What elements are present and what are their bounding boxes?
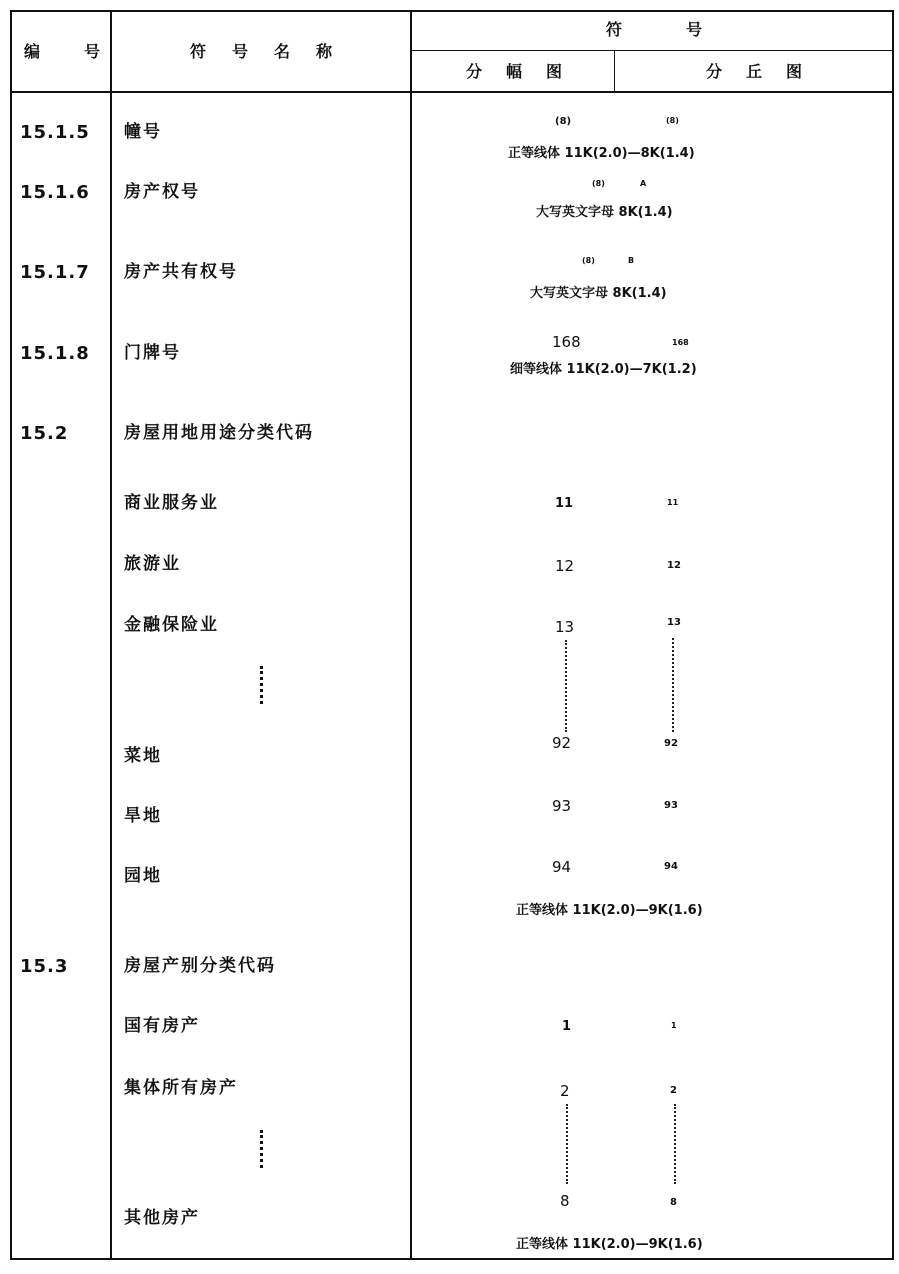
hill-symbol-building-number: (8) (666, 116, 679, 125)
sheet-symbol-building-number: (8) (555, 116, 572, 127)
table-left-border (10, 10, 12, 1260)
hill-symbol-co-ownership-number: B (628, 256, 635, 265)
caption-property-right-number: 大写英文字母 8K(1.4) (536, 205, 673, 220)
row-name-property-right-number: 房产权号 (124, 182, 200, 202)
row-code-15-1-7: 15.1.7 (20, 262, 90, 283)
header-hill-char-1: 分 (706, 62, 723, 81)
header-name-char-4: 称 (316, 42, 333, 61)
land-use-name-finance: 金融保险业 (124, 615, 219, 635)
symbol-table (10, 10, 894, 1260)
hill-code-vegetable-land: 92 (664, 738, 678, 749)
caption-land-use: 正等线体 11K(2.0)—9K(1.6) (516, 903, 703, 918)
header-subcolumn-divider (614, 50, 615, 92)
sheet-code-garden-land: 94 (552, 858, 572, 876)
header-name-char-3: 名 (274, 42, 291, 61)
column-divider-code (110, 10, 112, 1260)
header-code-char-2: 号 (84, 42, 101, 61)
table-right-border (892, 10, 894, 1260)
row-name-ownership-code: 房屋产别分类代码 (124, 956, 276, 976)
caption-co-ownership-number: 大写英文字母 8K(1.4) (530, 286, 667, 301)
caption-building-number: 正等线体 11K(2.0)—8K(1.4) (508, 146, 695, 161)
header-hill-char-2: 丘 (746, 62, 763, 81)
row-code-15-1-6: 15.1.6 (20, 182, 90, 203)
header-symbol-char-1: 符 (606, 20, 623, 39)
column-divider-name (410, 10, 412, 1260)
header-name-char-1: 符 (190, 42, 207, 61)
hill-code-other: 8 (670, 1197, 677, 1208)
hill-code-garden-land: 94 (664, 861, 678, 872)
sheet-symbol-house-number: 168 (552, 333, 581, 351)
hill-code-tourism: 12 (667, 560, 681, 571)
land-use-name-tourism: 旅游业 (124, 554, 181, 574)
table-top-border (10, 10, 894, 12)
sheet-symbol-co-ownership-number: (8) (582, 256, 595, 265)
caption-house-number: 细等线体 11K(2.0)—7K(1.2) (510, 362, 697, 377)
sheet-code-other: 8 (560, 1192, 570, 1210)
row-name-house-number: 门牌号 (124, 343, 181, 363)
header-hill-char-3: 图 (786, 62, 803, 81)
ownership-name-collective: 集体所有房产 (124, 1078, 238, 1098)
caption-ownership: 正等线体 11K(2.0)—9K(1.6) (516, 1237, 703, 1252)
table-bottom-border (10, 1258, 894, 1260)
row-name-building-number: 幢号 (124, 122, 162, 142)
sheet-code-collective: 2 (560, 1082, 570, 1100)
row-code-15-2: 15.2 (20, 423, 69, 444)
header-sheet-char-1: 分 (466, 62, 483, 81)
hill-symbol-property-right-number: A (640, 179, 647, 188)
header-bottom-border (10, 91, 894, 93)
header-symbol-char-2: 号 (686, 20, 703, 39)
header-sheet-char-2: 幅 (506, 62, 523, 81)
land-use-name-commercial: 商业服务业 (124, 493, 219, 513)
land-use-name-garden-land: 园地 (124, 866, 162, 886)
sheet-code-vegetable-land: 92 (552, 734, 572, 752)
hill-symbol-house-number: 168 (672, 338, 689, 347)
sheet-ellipsis-ownership (566, 1104, 568, 1184)
sheet-code-dry-land: 93 (552, 797, 572, 815)
hill-ellipsis-ownership (674, 1104, 676, 1184)
header-symbol-divider (410, 50, 894, 51)
sheet-symbol-property-right-number: (8) (592, 179, 605, 188)
land-use-name-dry-land: 旱地 (124, 806, 162, 826)
ownership-name-state: 国有房产 (124, 1016, 200, 1036)
sheet-code-state: 1 (562, 1019, 572, 1034)
hill-code-collective: 2 (670, 1085, 677, 1096)
header-code-char-1: 编 (24, 42, 41, 61)
row-code-15-1-8: 15.1.8 (20, 343, 90, 364)
hill-code-commercial: 11 (667, 498, 679, 507)
sheet-code-commercial: 11 (555, 496, 574, 511)
name-ellipsis-ownership (260, 1130, 263, 1168)
hill-code-finance: 13 (667, 617, 681, 628)
row-name-co-ownership-number: 房产共有权号 (124, 262, 238, 282)
header-sheet-char-3: 图 (546, 62, 563, 81)
sheet-code-finance: 13 (555, 618, 575, 636)
land-use-name-vegetable-land: 菜地 (124, 746, 162, 766)
hill-code-state: 1 (671, 1021, 677, 1030)
row-name-land-use-code: 房屋用地用途分类代码 (124, 423, 314, 443)
row-code-15-1-5: 15.1.5 (20, 122, 90, 143)
sheet-ellipsis-land-use (565, 640, 567, 732)
sheet-code-tourism: 12 (555, 557, 575, 575)
ownership-name-other: 其他房产 (124, 1208, 200, 1228)
header-name-char-2: 号 (232, 42, 249, 61)
hill-ellipsis-land-use (672, 638, 674, 732)
hill-code-dry-land: 93 (664, 800, 678, 811)
name-ellipsis-land-use (260, 666, 263, 704)
row-code-15-3: 15.3 (20, 956, 69, 977)
